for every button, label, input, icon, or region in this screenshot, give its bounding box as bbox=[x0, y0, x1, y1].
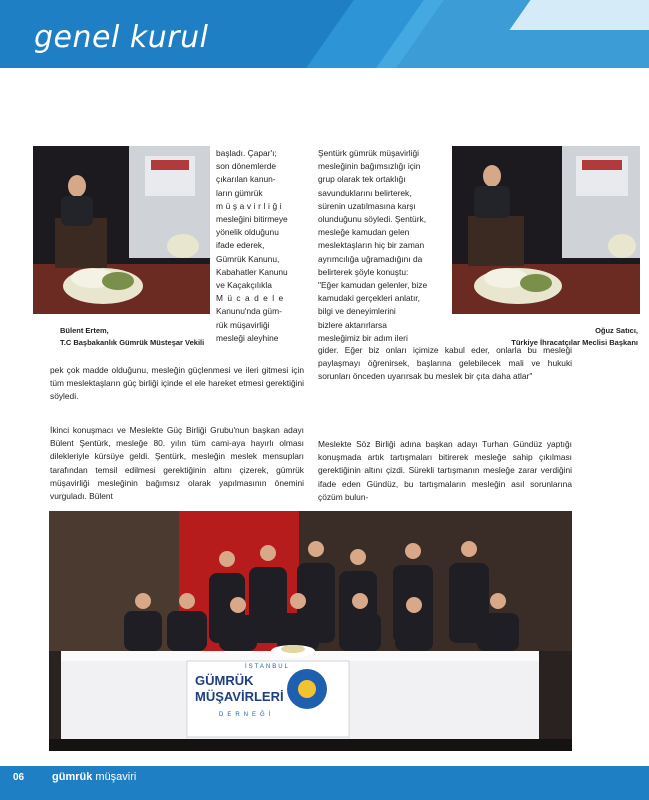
brand-rest: müşaviri bbox=[92, 771, 137, 783]
text-line: Kabahatler Kanunu bbox=[216, 266, 288, 277]
article-col1-paragraph-2 bbox=[50, 424, 304, 503]
text-line: mesleğimiz bir adım ileri bbox=[318, 332, 408, 343]
text-line: başladı. Çapar'ı; bbox=[216, 148, 277, 158]
text-line: bizlere aktarırlarsa bbox=[318, 319, 387, 330]
text-line: kamudaki gerçekleri anlatır, bbox=[318, 293, 420, 304]
banner-text-top: İSTANBUL bbox=[245, 664, 290, 670]
banner-text-line1: GÜMRÜK bbox=[195, 673, 254, 688]
caption-role: Türkiye İhracatçılar Meclisi Başkanı bbox=[511, 338, 638, 347]
text-line: mesleği aleyhine bbox=[216, 332, 279, 343]
caption-name: Bülent Ertem, bbox=[60, 326, 109, 335]
text-line: "Eğer kamudan gelenler, bize bbox=[318, 280, 428, 291]
page-footer bbox=[0, 766, 649, 800]
text-line: son dönemlerde bbox=[216, 161, 277, 172]
brand-bold: gümrük bbox=[52, 771, 93, 783]
article-col2-narrow bbox=[318, 147, 447, 345]
group-photo bbox=[49, 511, 572, 751]
text-line: belirterek şöyle konuştu: bbox=[318, 266, 409, 277]
text-line: sürenin uzatılmasına karşı bbox=[318, 200, 416, 211]
text-line: mesleğinin bağımsızlığı için bbox=[318, 161, 421, 172]
text-line: yönelik olduğunu bbox=[216, 227, 279, 238]
page-header bbox=[0, 0, 649, 68]
text-line: olunduğunu söyledi. Şentürk, bbox=[318, 214, 427, 225]
paragraph-2: İkinci konuşmacı ve Meslekte Güç Birliği Grubu'nun başkan adayı Bülent Şentürk, mesleğe 80. yılın tüm cami-aya hayırlı olması dilekleriyle kürsüye geldi. Şentürk, mesleğin meslek mensupları tarafından temsil edilmesi gerektiğinin altını çizerek, gümrük müşavirliği mesleğinin bağımsız olarak yapılmasının önemini vurguladı. Bülent bbox=[50, 425, 304, 502]
text-line: ve Kaçakçılıkla bbox=[216, 280, 272, 291]
footer-brand bbox=[52, 771, 136, 783]
text-line: grup olarak tek ortaklığı bbox=[318, 174, 406, 185]
page-number: 06 bbox=[13, 772, 25, 783]
text-line: Mücadele bbox=[216, 293, 288, 304]
paragraph-1-end: pek çok madde olduğunu, mesleğin güçlenmesi ve ileri gitmesi için tüm meslektaşların güç birliği içinde el ele hareket etmesi gerektiğini söyledi. bbox=[50, 365, 304, 402]
caption-role: T.C Başbakanlık Gümrük Müsteşar Vekili bbox=[60, 338, 205, 347]
group-photo-illustration bbox=[49, 511, 572, 751]
text-line: müşavirliği bbox=[216, 200, 285, 211]
banner-text-line2: MÜŞAVİRLERİ bbox=[195, 689, 284, 704]
text-line: Gümrük Kanunu, bbox=[216, 253, 280, 264]
speaker-photo-left bbox=[33, 146, 210, 314]
photo-caption-left bbox=[60, 325, 220, 349]
article-col1-narrow bbox=[216, 147, 317, 345]
text-line: meslektaşların hiç bir zaman bbox=[318, 240, 425, 251]
header-stripe bbox=[509, 0, 649, 30]
paragraph-2: Meslekte Söz Birliği adına başkan adayı Turhan Gündüz yaptığı konuşmada artık tartışmaları bitirerek mesleğe sahip çıkılması gerektiğinin altını çizdi. Sürekli tartışmanın mesleğe zarar verdiğini ifade eden Gündüz, bu tartışmaların mesleğin asıl sorunlarına çözüm bulun- bbox=[318, 439, 572, 502]
text-line: Şentürk gümrük müşavirliği bbox=[318, 148, 419, 158]
article-col2-paragraph-2 bbox=[318, 438, 572, 504]
text-line: ların gümrük bbox=[216, 187, 263, 198]
speaker-photo-right bbox=[452, 146, 640, 314]
text-line: savunduklarını belirterek, bbox=[318, 187, 412, 198]
speaker-photo-right-illustration bbox=[452, 146, 640, 314]
speaker-photo-left-illustration bbox=[33, 146, 210, 314]
caption-name: Oğuz Satıcı, bbox=[595, 326, 638, 335]
text-line: ifade ederek, bbox=[216, 240, 265, 251]
section-title: genel kurul bbox=[34, 20, 209, 55]
text-line: bilgi ve deneyimlerini bbox=[318, 306, 396, 317]
article-col1-paragraph bbox=[50, 364, 304, 404]
text-line: mesleğini bitirmeye bbox=[216, 214, 288, 225]
text-line: çıkarılan kanun- bbox=[216, 174, 276, 185]
banner-text-bottom: DERNEĞİ bbox=[219, 712, 275, 718]
text-line: ayrımcılığa uğramadığını da bbox=[318, 253, 423, 264]
text-line: mesleğe kamudan gelen bbox=[318, 227, 410, 238]
text-line: Kanunu'nda güm- bbox=[216, 306, 282, 317]
article-col2-paragraph bbox=[318, 344, 572, 384]
text-line: rük müşavirliği bbox=[216, 319, 270, 330]
paragraph-1-end: gider. Eğer biz onları içimize kabul eder, onlarla bu mesleği paylaşmayı öğrenirsek, başlarına gelebilecek mali ve hukuki sorunları önceden uyarırsak bu meslek bir çıta daha atlar" bbox=[318, 345, 572, 382]
